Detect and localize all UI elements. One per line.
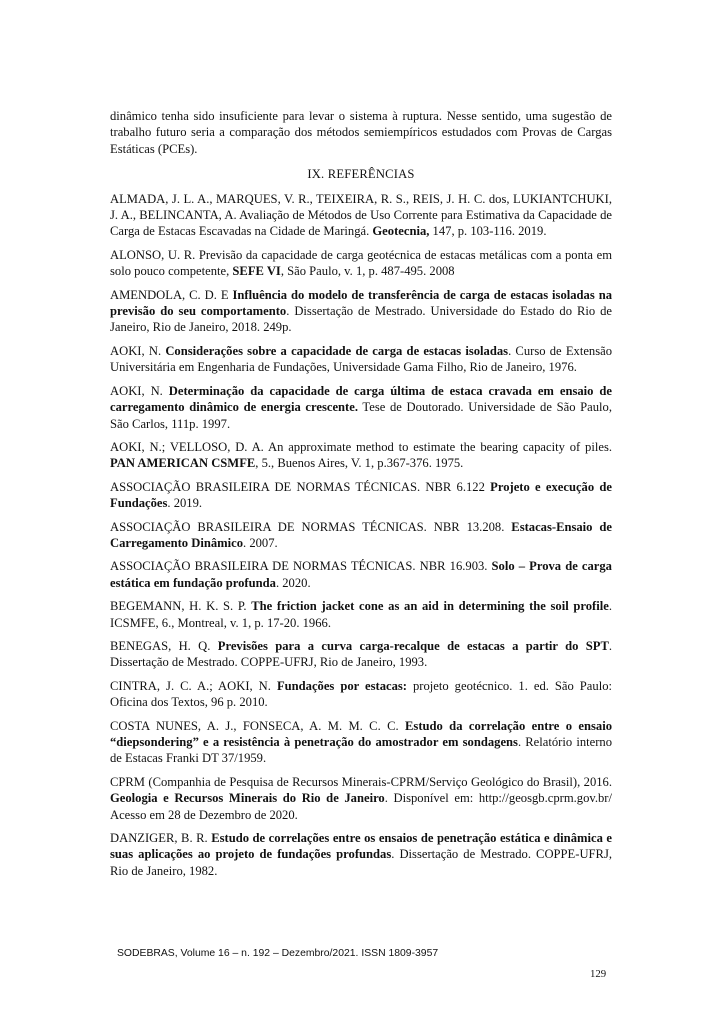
reference-entry <box>110 287 612 336</box>
reference-bold-text: The friction jacket cone as an aid in determining the soil profile <box>251 599 609 614</box>
reference-list <box>110 191 612 880</box>
reference-entry <box>110 558 612 591</box>
reference-text: AOKI, N.; VELLOSO, D. A. An approximate method to estimate the bearing capacity of piles. <box>110 439 612 454</box>
reference-text: . Disponível em: http://geosgb.cprm.gov.br/ Acesso em 28 de Dezembro de 2020. <box>110 791 612 822</box>
reference-entry <box>110 638 612 671</box>
reference-entry <box>110 718 612 767</box>
reference-bold-text: Previsões para a curva carga-recalque de estacas a partir do SPT <box>217 638 609 653</box>
reference-text: DANZIGER, B. R. <box>110 831 212 846</box>
reference-text: , São Paulo, v. 1, p. 487-495. 2008 <box>280 264 455 279</box>
page-number: 129 <box>590 968 607 980</box>
reference-text: . Dissertação de Mestrado. Universidade do Estado do Rio de Janeiro, Rio de Janeiro, 2018. 249p. <box>110 304 612 335</box>
reference-bold-text: Estudo de correlações entre os ensaios de penetração estática e dinâmica e suas aplicações ao projeto de fundações profundas <box>110 831 612 862</box>
reference-text: ALONSO, U. R. Previsão da capacidade de carga geotécnica de estacas metálicas com a ponta em solo pouco competente, <box>110 247 612 279</box>
reference-text: . 2019. <box>167 496 203 511</box>
reference-text: . Dissertação de Mestrado. COPPE-UFRJ, Rio de Janeiro, 1993. <box>110 638 613 670</box>
reference-bold-text: PAN AMERICAN CSMFE <box>110 456 256 471</box>
reference-text: AOKI, N. <box>110 383 169 398</box>
reference-text: . Curso de Extensão Universitária em Engenharia de Fundações, Universidade Gama Filho, Rio de Janeiro, 1976. <box>110 343 613 375</box>
reference-entry <box>110 479 612 512</box>
reference-entry <box>110 247 612 280</box>
reference-text: projeto geotécnico. 1. ed. São Paulo: Oficina dos Textos, 96 p. 2010. <box>110 678 612 710</box>
reference-bold-text: Fundações por estacas: <box>276 678 407 693</box>
intro-paragraph: dinâmico tenha sido insuficiente para levar o sistema à ruptura. Nesse sentido, uma sugestão de trabalho futuro seria a comparação dos métodos semiempíricos estudados com Provas de Cargas Estáticas (PCEs). <box>110 109 612 156</box>
reference-bold-text: Geotecnia, <box>372 224 430 239</box>
reference-bold-text: Considerações sobre a capacidade de carga de estacas isoladas <box>165 343 509 358</box>
reference-bold-text: Geologia e Recursos Minerais do Rio de Janeiro <box>110 791 385 806</box>
reference-text: AMENDOLA, C. D. E <box>110 287 233 302</box>
journal-footer: SODEBRAS, Volume 16 – n. 192 – Dezembro/2021. ISSN 1809-3957 <box>117 948 439 959</box>
reference-entry <box>110 830 612 879</box>
reference-text: . Relatório interno de Estacas Franki DT 37/1959. <box>110 735 612 766</box>
reference-text: . ICSMFE, 6., Montreal, v. 1, p. 17-20. 1966. <box>110 599 612 630</box>
section-heading: IX. REFERÊNCIAS <box>307 167 415 182</box>
reference-text: Tese de Doutorado. Universidade de São Paulo, São Carlos, 111p. 1997. <box>110 400 613 431</box>
reference-bold-text: Estacas-Ensaio de Carregamento Dinâmico <box>110 519 612 550</box>
reference-text: . 2007. <box>243 535 278 550</box>
reference-text: ASSOCIAÇÃO BRASILEIRA DE NORMAS TÉCNICAS. NBR 16.903. <box>110 559 492 574</box>
reference-bold-text: Projeto e execução de Fundações <box>110 479 612 511</box>
reference-text: AOKI, N. <box>110 343 166 358</box>
reference-text: COSTA NUNES, A. J., FONSECA, A. M. M. C. C. <box>110 718 406 733</box>
page-body <box>110 108 612 886</box>
reference-entry <box>110 383 612 432</box>
reference-bold-text: Influência do modelo de transferência de carga de estacas isoladas na previsão do seu comportamento <box>110 287 612 319</box>
reference-entry <box>110 774 612 823</box>
reference-entry <box>110 191 612 240</box>
reference-entry <box>110 439 612 472</box>
reference-bold-text: Solo – Prova de carga estática em fundação profunda <box>110 559 612 590</box>
reference-entry <box>110 678 612 711</box>
reference-bold-text: Estudo da correlação entre o ensaio “diepsondering” e a resistência à penetração do amostrador em sondagens <box>110 718 612 749</box>
reference-text: BEGEMANN, H. K. S. P. <box>110 599 252 614</box>
reference-bold-text: SEFE VI <box>232 264 281 279</box>
reference-entry <box>110 598 612 631</box>
reference-entry <box>110 343 612 376</box>
reference-text: ASSOCIAÇÃO BRASILEIRA DE NORMAS TÉCNICAS. NBR 6.122 <box>110 479 491 494</box>
reference-text: . Dissertação de Mestrado. COPPE-UFRJ, Rio de Janeiro, 1982. <box>110 847 612 878</box>
reference-text: 147, p. 103-116. 2019. <box>429 224 547 239</box>
reference-text: , 5., Buenos Aires, V. 1, p.367-376. 1975. <box>255 456 464 471</box>
reference-text: CPRM (Companhia de Pesquisa de Recursos Minerais-CPRM/Serviço Geológico do Brasil), 2016. <box>110 774 612 789</box>
reference-text: . 2020. <box>275 575 311 590</box>
reference-entry <box>110 519 612 552</box>
reference-bold-text: Determinação da capacidade de carga última de estaca cravada em ensaio de carregamento dinâmico de energia crescente. <box>110 383 612 415</box>
reference-text: BENEGAS, H. Q. <box>110 638 218 653</box>
reference-text: CINTRA, J. C. A.; AOKI, N. <box>110 678 277 693</box>
reference-text: ALMADA, J. L. A., MARQUES, V. R., TEIXEIRA, R. S., REIS, J. H. C. dos, LUKIANTCHUKI, J. A., BELINCANTA, A. Avaliação de Métodos de Uso Corrente para Estimativa da Capacidade de Carga de Estacas Escavadas na Cidade de Maringá. <box>110 191 612 239</box>
reference-text: ASSOCIAÇÃO BRASILEIRA DE NORMAS TÉCNICAS. NBR 13.208. <box>110 519 512 534</box>
